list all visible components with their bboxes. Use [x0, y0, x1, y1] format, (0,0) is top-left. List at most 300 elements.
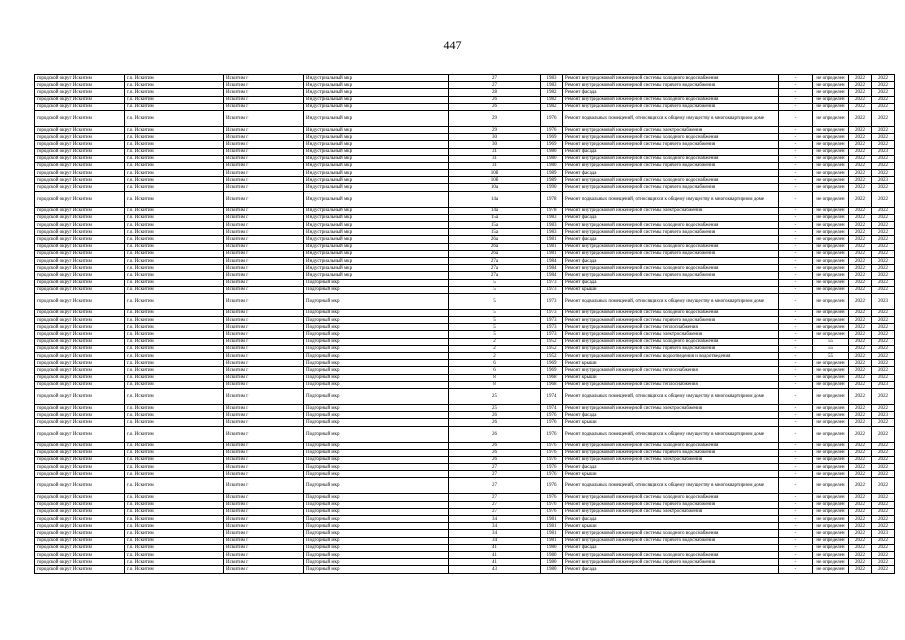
settlement-cell: г.о. Искитим	[125, 155, 224, 162]
table-row	[35, 148, 895, 155]
house-cell: 6	[449, 367, 541, 374]
street-cell: Подгорный мкр	[304, 338, 449, 345]
work-cell: Ремонт внутридомовой инженерной системы горячего водоснабжения	[563, 559, 779, 566]
dash-cell: -	[779, 162, 813, 169]
district-cell: городской округ Искитим	[35, 494, 125, 501]
year-cell: 1990	[541, 184, 563, 191]
table-row	[35, 177, 895, 184]
year-cell: 1980	[541, 162, 563, 169]
district-cell: городской округ Искитим	[35, 103, 125, 110]
locality-cell: Искитим г	[224, 412, 304, 419]
locality-cell: Искитим г	[224, 544, 304, 551]
locality-cell: Искитим г	[224, 338, 304, 345]
district-cell: городской округ Искитим	[35, 293, 125, 309]
start-year-cell: 2022	[849, 559, 872, 566]
house-cell: 27	[449, 478, 541, 494]
house-cell: 28	[449, 89, 541, 96]
street-cell: Подгорный мкр	[304, 551, 449, 558]
house-cell: 26	[449, 456, 541, 463]
start-year-cell: 2022	[849, 134, 872, 141]
year-cell: 1980	[541, 566, 563, 573]
dash-cell: -	[779, 272, 813, 279]
table-row	[35, 257, 895, 264]
house-cell: 27а	[449, 265, 541, 272]
work-cell: Ремонт внутридомовой инженерной системы горячего водоснабжения	[563, 229, 779, 236]
dash-cell: -	[779, 530, 813, 537]
end-year-cell: 2023	[872, 530, 895, 537]
work-cell: Ремонт внутридомовой инженерной системы теплоснабжения	[563, 381, 779, 388]
district-cell: городской округ Искитим	[35, 162, 125, 169]
end-year-cell: 2022	[872, 360, 895, 367]
year-cell: 1980	[541, 544, 563, 551]
work-cell: Ремонт внутридомовой инженерной системы холодного водоснабжения	[563, 155, 779, 162]
house-cell: 31	[449, 148, 541, 155]
district-cell: городской округ Искитим	[35, 309, 125, 316]
street-cell: Подгорный мкр	[304, 331, 449, 338]
end-year-cell: 2022	[872, 141, 895, 148]
locality-cell: Искитим г	[224, 155, 304, 162]
locality-cell: Искитим г	[224, 191, 304, 207]
table-row	[35, 286, 895, 293]
year-cell: 1981	[541, 516, 563, 523]
district-cell: городской округ Искитим	[35, 566, 125, 573]
dash-cell: -	[779, 353, 813, 360]
table-row	[35, 360, 895, 367]
settlement-cell: г.о. Искитим	[125, 381, 224, 388]
settlement-cell: г.о. Искитим	[125, 141, 224, 148]
status-cell: не определен	[813, 508, 849, 515]
table-row	[35, 412, 895, 419]
district-cell: городской округ Искитим	[35, 544, 125, 551]
house-cell: 34	[449, 516, 541, 523]
locality-cell: Искитим г	[224, 279, 304, 286]
locality-cell: Искитим г	[224, 388, 304, 404]
year-cell: 1976	[541, 110, 563, 126]
settlement-cell: г.о. Искитим	[125, 222, 224, 229]
street-cell: Подгорный мкр	[304, 456, 449, 463]
district-cell: городской округ Искитим	[35, 184, 125, 191]
settlement-cell: г.о. Искитим	[125, 508, 224, 515]
table-row	[35, 494, 895, 501]
start-year-cell: 2022	[849, 155, 872, 162]
table-row	[35, 82, 895, 89]
dash-cell: -	[779, 279, 813, 286]
locality-cell: Искитим г	[224, 419, 304, 426]
work-cell: Ремонт внутридомовой инженерной системы электроснабжения	[563, 456, 779, 463]
locality-cell: Искитим г	[224, 442, 304, 449]
locality-cell: Искитим г	[224, 207, 304, 214]
locality-cell: Искитим г	[224, 134, 304, 141]
house-cell: 8	[449, 374, 541, 381]
work-cell: Ремонт внутридомовой инженерной системы горячего водоснабжения	[563, 141, 779, 148]
start-year-cell: 2022	[849, 419, 872, 426]
house-cell: 10а	[449, 184, 541, 191]
table-row	[35, 508, 895, 515]
start-year-cell: 2022	[849, 184, 872, 191]
year-cell: 1976	[541, 501, 563, 508]
district-cell: городской округ Искитим	[35, 530, 125, 537]
district-cell: городской округ Искитим	[35, 456, 125, 463]
year-cell: 1980	[541, 551, 563, 558]
street-cell: Индустриальный мкр	[304, 265, 449, 272]
district-cell: городской округ Искитим	[35, 464, 125, 471]
district-cell: городской округ Искитим	[35, 243, 125, 250]
dash-cell: -	[779, 96, 813, 103]
street-cell: Индустриальный мкр	[304, 257, 449, 264]
table-row	[35, 155, 895, 162]
district-cell: городской округ Искитим	[35, 501, 125, 508]
end-year-cell: 2022	[872, 367, 895, 374]
work-cell: Ремонт подвальных помещений, относящихся к общему имуществу в многоквартирном доме	[563, 388, 779, 404]
year-cell: 1976	[541, 419, 563, 426]
dash-cell: -	[779, 110, 813, 126]
district-cell: городской округ Искитим	[35, 412, 125, 419]
year-cell: 1976	[541, 508, 563, 515]
end-year-cell: 2022	[872, 331, 895, 338]
district-cell: городской округ Искитим	[35, 516, 125, 523]
year-cell: 1976	[541, 464, 563, 471]
start-year-cell: 2022	[849, 279, 872, 286]
settlement-cell: г.о. Искитим	[125, 345, 224, 352]
locality-cell: Искитим г	[224, 508, 304, 515]
work-cell: Ремонт фасада	[563, 464, 779, 471]
status-cell: не определен	[813, 170, 849, 177]
street-cell: Индустриальный мкр	[304, 141, 449, 148]
dash-cell: -	[779, 367, 813, 374]
street-cell: Подгорный мкр	[304, 478, 449, 494]
start-year-cell: 2022	[849, 360, 872, 367]
district-cell: городской округ Искитим	[35, 523, 125, 530]
end-year-cell: 2022	[872, 516, 895, 523]
street-cell: Индустриальный мкр	[304, 184, 449, 191]
year-cell: 1984	[541, 272, 563, 279]
table-row	[35, 134, 895, 141]
district-cell: городской округ Искитим	[35, 345, 125, 352]
work-cell: Ремонт внутридомовой инженерной системы электроснабжения	[563, 126, 779, 133]
end-year-cell: 2022	[872, 559, 895, 566]
settlement-cell: г.о. Искитим	[125, 559, 224, 566]
locality-cell: Искитим г	[224, 75, 304, 82]
work-cell: Ремонт фасада	[563, 257, 779, 264]
dash-cell: -	[779, 478, 813, 494]
end-year-cell: 2022	[872, 449, 895, 456]
work-cell: Ремонт внутридомовой инженерной системы электроснабжения	[563, 508, 779, 515]
district-cell: городской округ Искитим	[35, 110, 125, 126]
table-row	[35, 89, 895, 96]
work-cell: Ремонт подвальных помещений, относящихся к общему имуществу в многоквартирном доме	[563, 426, 779, 442]
street-cell: Индустриальный мкр	[304, 162, 449, 169]
district-cell: городской округ Искитим	[35, 177, 125, 184]
district-cell: городской округ Искитим	[35, 442, 125, 449]
year-cell: 1976	[541, 494, 563, 501]
end-year-cell: 2022	[872, 236, 895, 243]
start-year-cell: 2022	[849, 544, 872, 551]
house-cell: 41	[449, 551, 541, 558]
end-year-cell: 2023	[872, 381, 895, 388]
start-year-cell: 2022	[849, 309, 872, 316]
year-cell: 1981	[541, 523, 563, 530]
year-cell: 1952	[541, 353, 563, 360]
year-cell: 1981	[541, 537, 563, 544]
end-year-cell: 2022	[872, 419, 895, 426]
year-cell: 1973	[541, 293, 563, 309]
start-year-cell: 2022	[849, 265, 872, 272]
house-cell: 41	[449, 559, 541, 566]
end-year-cell: 2022	[872, 345, 895, 352]
district-cell: городской округ Искитим	[35, 426, 125, 442]
start-year-cell: 2022	[849, 494, 872, 501]
district-cell: городской округ Искитим	[35, 222, 125, 229]
house-cell: 5	[449, 309, 541, 316]
locality-cell: Искитим г	[224, 551, 304, 558]
street-cell: Индустриальный мкр	[304, 243, 449, 250]
locality-cell: Искитим г	[224, 381, 304, 388]
status-cell: не определен	[813, 272, 849, 279]
dash-cell: -	[779, 184, 813, 191]
status-cell: 55	[813, 338, 849, 345]
table-row	[35, 388, 895, 404]
settlement-cell: г.о. Искитим	[125, 148, 224, 155]
table-row	[35, 367, 895, 374]
start-year-cell: 2022	[849, 148, 872, 155]
table-row	[35, 478, 895, 494]
settlement-cell: г.о. Искитим	[125, 324, 224, 331]
end-year-cell: 2022	[872, 229, 895, 236]
table-row	[35, 381, 895, 388]
start-year-cell: 2022	[849, 471, 872, 478]
settlement-cell: г.о. Искитим	[125, 374, 224, 381]
table-row	[35, 162, 895, 169]
status-cell: не определен	[813, 279, 849, 286]
start-year-cell: 2022	[849, 229, 872, 236]
district-cell: городской округ Искитим	[35, 279, 125, 286]
district-cell: городской округ Искитим	[35, 388, 125, 404]
district-cell: городской округ Искитим	[35, 250, 125, 257]
table-row	[35, 250, 895, 257]
settlement-cell: г.о. Искитим	[125, 537, 224, 544]
work-cell: Ремонт подвальных помещений, относящихся к общему имуществу в многоквартирном доме	[563, 110, 779, 126]
dash-cell: -	[779, 464, 813, 471]
work-cell: Ремонт фасада	[563, 516, 779, 523]
table-row	[35, 516, 895, 523]
locality-cell: Искитим г	[224, 530, 304, 537]
end-year-cell: 2022	[872, 214, 895, 221]
street-cell: Индустриальный мкр	[304, 110, 449, 126]
work-cell: Ремонт внутридомовой инженерной системы холодного водоснабжения	[563, 222, 779, 229]
year-cell: 1969	[541, 141, 563, 148]
start-year-cell: 2022	[849, 442, 872, 449]
end-year-cell: 2022	[872, 222, 895, 229]
house-cell: 26	[449, 419, 541, 426]
dash-cell: -	[779, 141, 813, 148]
table-row	[35, 222, 895, 229]
work-cell: Ремонт подвальных помещений, относящихся к общему имуществу в многоквартирном доме	[563, 293, 779, 309]
settlement-cell: г.о. Искитим	[125, 317, 224, 324]
table-row	[35, 345, 895, 352]
start-year-cell: 2022	[849, 96, 872, 103]
year-cell: 1980	[541, 148, 563, 155]
settlement-cell: г.о. Искитим	[125, 516, 224, 523]
start-year-cell: 2022	[849, 222, 872, 229]
table-row	[35, 141, 895, 148]
house-cell: 2	[449, 338, 541, 345]
work-cell: Ремонт внутридомовой инженерной системы холодного водоснабжения	[563, 338, 779, 345]
status-cell: не определен	[813, 331, 849, 338]
settlement-cell: г.о. Искитим	[125, 551, 224, 558]
street-cell: Подгорный мкр	[304, 508, 449, 515]
locality-cell: Искитим г	[224, 537, 304, 544]
table-row	[35, 207, 895, 214]
status-cell: не определен	[813, 544, 849, 551]
end-year-cell: 2022	[872, 75, 895, 82]
street-cell: Индустриальный мкр	[304, 126, 449, 133]
locality-cell: Искитим г	[224, 265, 304, 272]
house-cell: 2	[449, 345, 541, 352]
district-cell: городской округ Искитим	[35, 126, 125, 133]
work-cell: Ремонт внутридомовой инженерной системы электроснабжения	[563, 404, 779, 411]
status-cell: не определен	[813, 317, 849, 324]
locality-cell: Искитим г	[224, 478, 304, 494]
locality-cell: Искитим г	[224, 374, 304, 381]
house-cell: 27	[449, 471, 541, 478]
year-cell: 1980	[541, 155, 563, 162]
work-cell: Ремонт внутридомовой инженерной системы горячего водоснабжения	[563, 537, 779, 544]
house-cell: 30	[449, 141, 541, 148]
dash-cell: -	[779, 388, 813, 404]
district-cell: городской округ Искитим	[35, 471, 125, 478]
table-row	[35, 559, 895, 566]
settlement-cell: г.о. Искитим	[125, 404, 224, 411]
table-row	[35, 544, 895, 551]
work-cell: Ремонт крыши	[563, 360, 779, 367]
settlement-cell: г.о. Искитим	[125, 265, 224, 272]
work-cell: Ремонт внутридомовой инженерной системы горячего водоснабжения	[563, 82, 779, 89]
status-cell: не определен	[813, 559, 849, 566]
year-cell: 1978	[541, 191, 563, 207]
street-cell: Подгорный мкр	[304, 544, 449, 551]
locality-cell: Искитим г	[224, 250, 304, 257]
settlement-cell: г.о. Искитим	[125, 103, 224, 110]
locality-cell: Искитим г	[224, 426, 304, 442]
district-cell: городской округ Искитим	[35, 360, 125, 367]
district-cell: городской округ Искитим	[35, 155, 125, 162]
street-cell: Подгорный мкр	[304, 412, 449, 419]
settlement-cell: г.о. Искитим	[125, 236, 224, 243]
status-cell: не определен	[813, 96, 849, 103]
dash-cell: -	[779, 471, 813, 478]
settlement-cell: г.о. Искитим	[125, 250, 224, 257]
start-year-cell: 2022	[849, 501, 872, 508]
table-row	[35, 566, 895, 573]
locality-cell: Искитим г	[224, 110, 304, 126]
street-cell: Подгорный мкр	[304, 501, 449, 508]
settlement-cell: г.о. Искитим	[125, 177, 224, 184]
status-cell: не определен	[813, 471, 849, 478]
work-cell: Ремонт подвальных помещений, относящихся к общему имуществу в многоквартирном доме	[563, 478, 779, 494]
end-year-cell: 2022	[872, 471, 895, 478]
work-cell: Ремонт внутридомовой инженерной системы холодного водоснабжения	[563, 243, 779, 250]
table-row	[35, 184, 895, 191]
dash-cell: -	[779, 126, 813, 133]
table-row	[35, 126, 895, 133]
work-cell: Ремонт фасада	[563, 89, 779, 96]
locality-cell: Искитим г	[224, 103, 304, 110]
start-year-cell: 2022	[849, 250, 872, 257]
locality-cell: Искитим г	[224, 236, 304, 243]
dash-cell: -	[779, 222, 813, 229]
table-row	[35, 456, 895, 463]
district-cell: городской округ Искитим	[35, 367, 125, 374]
dash-cell: -	[779, 381, 813, 388]
district-cell: городской округ Искитим	[35, 478, 125, 494]
locality-cell: Искитим г	[224, 464, 304, 471]
dash-cell: -	[779, 551, 813, 558]
table-row	[35, 317, 895, 324]
house-cell: 34	[449, 530, 541, 537]
locality-cell: Искитим г	[224, 214, 304, 221]
start-year-cell: 2022	[849, 388, 872, 404]
house-cell: 27а	[449, 257, 541, 264]
settlement-cell: г.о. Искитим	[125, 75, 224, 82]
year-cell: 1952	[541, 345, 563, 352]
year-cell: 1981	[541, 243, 563, 250]
street-cell: Подгорный мкр	[304, 353, 449, 360]
house-cell: 5	[449, 331, 541, 338]
dash-cell: -	[779, 559, 813, 566]
year-cell: 1978	[541, 207, 563, 214]
table-row	[35, 426, 895, 442]
district-cell: городской округ Искитим	[35, 449, 125, 456]
end-year-cell: 2022	[872, 82, 895, 89]
settlement-cell: г.о. Искитим	[125, 184, 224, 191]
status-cell: 55	[813, 345, 849, 352]
street-cell: Подгорный мкр	[304, 324, 449, 331]
house-cell: 5	[449, 293, 541, 309]
dash-cell: -	[779, 155, 813, 162]
status-cell: не определен	[813, 360, 849, 367]
start-year-cell: 2022	[849, 236, 872, 243]
house-cell: 27	[449, 501, 541, 508]
start-year-cell: 2022	[849, 523, 872, 530]
street-cell: Индустриальный мкр	[304, 148, 449, 155]
street-cell: Индустриальный мкр	[304, 75, 449, 82]
dash-cell: -	[779, 214, 813, 221]
year-cell: 1982	[541, 96, 563, 103]
start-year-cell: 2022	[849, 103, 872, 110]
settlement-cell: г.о. Искитим	[125, 449, 224, 456]
settlement-cell: г.о. Искитим	[125, 207, 224, 214]
year-cell: 1973	[541, 286, 563, 293]
work-cell: Ремонт внутридомовой инженерной системы электроснабжения	[563, 207, 779, 214]
year-cell: 1968	[541, 374, 563, 381]
start-year-cell: 2022	[849, 286, 872, 293]
table-row	[35, 96, 895, 103]
table-row	[35, 404, 895, 411]
house-cell: 15а	[449, 222, 541, 229]
locality-cell: Искитим г	[224, 126, 304, 133]
status-cell: не определен	[813, 293, 849, 309]
dash-cell: -	[779, 360, 813, 367]
year-cell: 1952	[541, 338, 563, 345]
locality-cell: Искитим г	[224, 286, 304, 293]
street-cell: Индустриальный мкр	[304, 272, 449, 279]
status-cell: не определен	[813, 456, 849, 463]
dash-cell: -	[779, 338, 813, 345]
year-cell: 1973	[541, 309, 563, 316]
settlement-cell: г.о. Искитим	[125, 96, 224, 103]
year-cell: 1980	[541, 559, 563, 566]
table-row	[35, 374, 895, 381]
